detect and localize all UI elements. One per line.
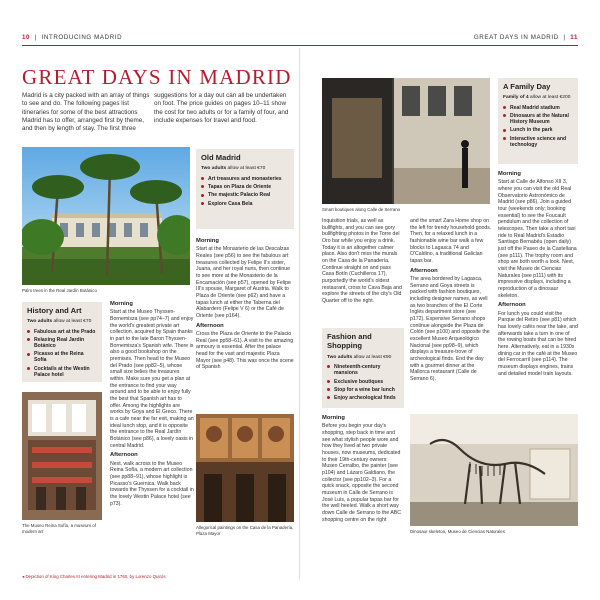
plaza-mayor-image: [196, 414, 294, 522]
list-item: Nineteenth-century mansions: [327, 364, 399, 376]
list-item: Exclusive boutiques: [327, 379, 399, 385]
fashion-shopping-price: Two adults allow at least €90: [327, 354, 392, 360]
museum-interior-image: [22, 392, 102, 520]
history-art-price: Two adults allow at least €70: [27, 319, 92, 325]
allegorical-photo: [196, 414, 294, 522]
left-header: 10 | INTRODUCING MADRID: [22, 34, 123, 41]
family-day-box: [498, 78, 578, 164]
list-item: Lunch in the park: [503, 127, 573, 133]
list-item: Fabulous art at the Prado: [27, 329, 97, 335]
palm-trees-photo: [22, 147, 190, 285]
dino-caption: Dinosaur skeleton, Museo de Ciencias Naturales: [410, 529, 505, 534]
reina-sofia-photo: [22, 392, 102, 520]
intro-left: Madrid is a city packed with an array of things to see and do. The following pages list itineraries for some of the best attractions Madrid has to offer, arranged first by theme, and then by length of stay. The first three: [22, 92, 150, 133]
list-item: The majestic Palacio Real: [201, 192, 289, 198]
history-art-list: [27, 329, 97, 378]
old-madrid-title: Old Madrid: [201, 153, 241, 162]
serrano-photo: [322, 78, 490, 204]
old-madrid-text: Morning Start at the Monasterio de las Descalzas Reales (see p56) to see the fabulous art treasures collected by Felipe II's sister, Juana, and her royal nuns, then continue to see more at the Monasterio de la Encarnación (see p57), opened by Felipe III's spouse, Margaret of Austria. Walk to Plaza de Oriente (see p62) and have a tapas lunch at either the Taberna del Alabardero (Felipe V 6) or the Café de Oriente (see p164). Afternoon Cross the Plaza de Oriente to the Palacio Real (see pp58–61). A visit to the amazing armoury is essential. After the palace head for the vast and majestic Plaza Mayor (see p48). This was once the scene of Spanish: [196, 238, 294, 371]
family-day-price: Family of 4 allow at least €200: [503, 95, 571, 101]
list-item: Real Madrid stadium: [503, 105, 573, 111]
left-page-number: 10: [22, 34, 31, 41]
footer-caption: ◂ Depiction of King Charles III entering Madrid in 1760, by Lorenzo Quirós: [22, 574, 166, 579]
allegorical-caption: Allegorical paintings on the Casa de la Panadería, Plaza Mayor: [196, 525, 294, 536]
old-madrid-box: [196, 149, 294, 229]
list-item: Picasso at the Reina Sofía: [27, 351, 97, 363]
history-art-box: [22, 302, 102, 382]
dinosaur-photo: [410, 414, 578, 526]
page-spine: [299, 48, 300, 580]
list-item: Relaxing Real Jardín Botánico: [27, 337, 97, 349]
right-header: GREAT DAYS IN MADRID | 11: [473, 34, 578, 41]
palm-caption: Palm trees in the Real Jardín Botánico: [22, 288, 97, 293]
list-item: Cocktails at the Westin Palace hotel: [27, 366, 97, 378]
intro-right: suggestions for a day out can all be undertaken on foot. The price guides on pages 10–11 show the cost for two adults or for a family of four, and include expenses for travel and food.: [154, 92, 289, 124]
old-madrid-list: [201, 176, 289, 207]
right-header-title: GREAT DAYS IN MADRID: [473, 34, 559, 41]
arrow-left-icon: ◂: [22, 574, 25, 579]
fashion-shopping-list: [327, 364, 399, 401]
fashion-continued-text: and the smart Zara Home shop on the left for trendy household goods. Then, for a relaxed lunch in a fashionable wine bar walk a few blocks to Lagasca 74 and O'Caldino, a traditional Galician tapas bar. Afternoon The area bordered by Lagasca, Serrano and Goya streets is packed with fashion boutiques, including designer names, as well as two branches of the El Corte Inglés department store (see p172). Expensive Serrano shops continue alongside the Plaza de Colón (see p100) and opposite the excellent Museo Arqueológico Nacional (see pp98–9), which displays a treasure-trove of archeological finds. End the day with a gourmet dinner at the Mallorca restaurant (Calle de Serrano 6).: [410, 218, 492, 382]
palm-garden-image: [22, 147, 190, 285]
serrano-caption: Smart boutiques along Calle de Serrano: [322, 207, 401, 212]
list-item: Stop for a wine bar lunch: [327, 387, 399, 393]
list-item: Art treasures and monasteries: [201, 176, 289, 182]
old-madrid-continued-text: Inquisition trials, as well as bullfights, and you can see gory bullfighting photos in the Torre del Oro bar while you enjoy a drink. Today it is an altogether calmer place. Also don't miss the murals on the Casa de la Panadería. Continue straight on and pass Casa Botín (Cuchilleros 17), purportedly the world's oldest restaurant, cross to Cava Baja and explore the streets of the city's Old Quarter off to the right.: [322, 218, 402, 304]
reina-caption: The Museo Reina Sofía, a museum of modern art: [22, 523, 96, 534]
page-title: GREAT DAYS IN MADRID: [22, 65, 292, 89]
street-boutique-image: [322, 78, 490, 204]
left-header-title: INTRODUCING MADRID: [41, 34, 123, 41]
dinosaur-skeleton-image: [410, 414, 578, 526]
family-day-list: [503, 105, 573, 148]
fashion-shopping-box: [322, 328, 404, 408]
right-page-number: 11: [570, 34, 578, 41]
list-item: Enjoy archeological finds: [327, 395, 399, 401]
list-item: Dinosaurs at the Natural History Museum: [503, 113, 573, 125]
fashion-shopping-text: Morning Before you begin your day's shopping, step back in time and see what stylish people wore and how they lived at two private houses, now museums, dedicated to their 19th-century owners: Museo Cerralbo, the painter (see p104) and Lázaro Galdiano, the collector (see pp102–3). For a quick snack, opposite the second museum in Calle de Serrano is José Luis, a popular tapas bar for the well heeled. Walk a short way down Calle de Serrano to the ABC shopping centre on the right: [322, 415, 402, 523]
old-madrid-price: Two adults allow at least €70: [201, 166, 266, 172]
family-day-title: A Family Day: [503, 82, 551, 91]
family-day-text: Morning Start at Calle de Alfonso XII 3, where you can visit the old Real Observatorio Astronómico de Madrid (see p86). Join a guided tour (weekends only; booking essential) to see the Foucault pendulum and the collection of telescopes. Then take a short taxi ride to Real Madrid's Estadio Santiago Bernabéu (open daily) just off the Paseo de la Castellana (see p111). The trophy room and shop are both worth a look. Next, visit the Museo de Ciencias Naturales (see p111) with its impressive displays, including a reproduction of a dinosaur skeleton. Afternoon For lunch you could visit the Parque del Retiro (see p81) which has lovely cafés near the lake, and afterwards take a turn in one of the rowing boats that can be hired here. Alternatively, eat in a 1930s dining car in the café at the Museo del Ferrocarril (see p114). The museum displays engines, trains and detailed model train layouts.: [498, 171, 578, 377]
history-art-title: History and Art: [27, 306, 82, 315]
list-item: Interactive science and technology: [503, 136, 573, 148]
history-art-text: Morning Start at the Museo Thyssen-Bornemisza (see pp74–7) and enjoy the world's greatest private art collection, acquired by Spain thanks in part to the late Baron Thyssen-Bornemisza's Spanish wife. There is also a good bookshop on the premises. Then head to the Museo del Prado (see pp82–5), whose small size belies the treasures within. Make sure you get a plan at the entrance to find your way around and to be able to enjoy fully the best that Spanish art has to offer. Among the highlights are works by Goya and El Greco. There is a cafe near the far exit, making an ideal lunch stop, and it is opposite the entrance to the Real Jardín Botánico (see p86), a lovely oasis in central Madrid. Afternoon Next, walk across to the Museo Reina Sofía, a modern art collection (see pp88–91), whose highlight is Picasso's Guernica. Walk back towards the Thyssen for a cocktail in the lovely Westin Palace hotel (see p73).: [110, 301, 194, 507]
header-rule: [22, 45, 578, 46]
list-item: Tapas on Plaza de Oriente: [201, 184, 289, 190]
list-item: Explore Casa Bela: [201, 201, 289, 207]
fashion-shopping-title: Fashion and Shopping: [327, 332, 372, 351]
